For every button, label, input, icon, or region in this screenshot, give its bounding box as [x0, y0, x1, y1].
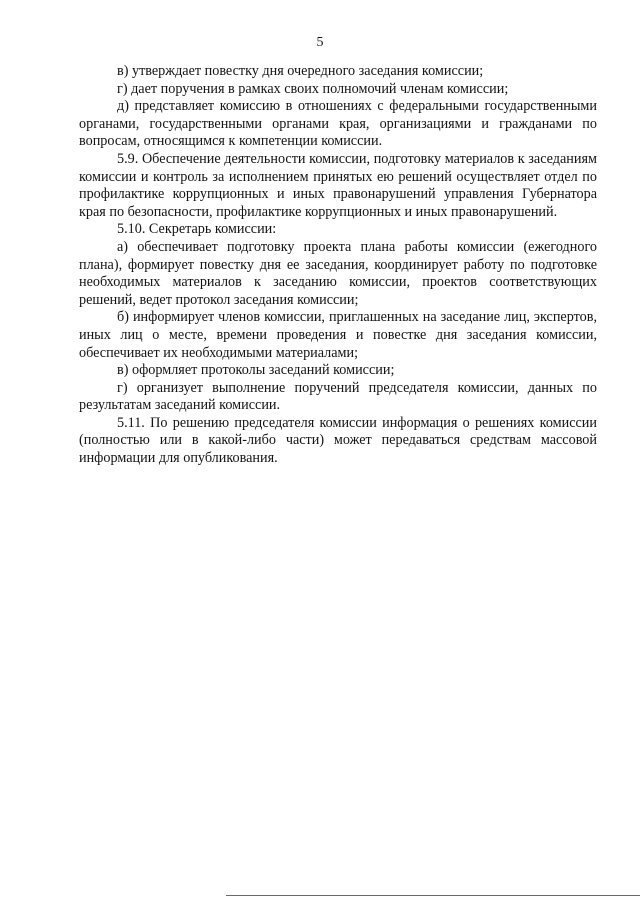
paragraph-5-10-item-a: а) обеспечивает подготовку проекта плана работы комиссии (ежегодного плана), формирует повестку дня ее заседания, координирует работу по подготовке необходимых материалов к заседанию комиссии, проектов соответствующих решений, ведет протокол заседания комиссии; [79, 238, 597, 308]
paragraph-item-g-instructions: г) дает поручения в рамках своих полномочий членам комиссии; [117, 80, 509, 97]
footer-divider [226, 895, 640, 896]
paragraph-5-10-item-g: г) организует выполнение поручений председателя комиссии, данных по результатам заседаний комиссии. [79, 379, 597, 414]
paragraph-item-d-representation: д) представляет комиссию в отношениях с федеральными государственными органами, государственными органами края, организациями и гражданами по вопросам, относящимся к компетенции комиссии. [79, 98, 597, 150]
paragraph-item-v-agenda: в) утверждает повестку дня очередного заседания комиссии; [117, 63, 484, 79]
page-number: 5 [316, 35, 324, 50]
paragraph-5-9: 5.9. Обеспечение деятельности комиссии, подготовку материалов к заседаниям комиссии и контроль за исполнением принятых ею решений осуществляет отдел по профилактике коррупционных и иных правонарушений управления Губернатора края по безопасности, профилактике коррупционных и иных правонарушений. [79, 150, 597, 220]
paragraph-5-10-item-b: б) информирует членов комиссии, приглашенных на заседание лиц, экспертов, иных лиц о месте, времени проведения и повестке дня заседания комиссии, обеспечивает их необходимыми материалами; [79, 309, 597, 361]
paragraph-5-10-heading: 5.10. Секретарь комиссии: [117, 221, 277, 238]
paragraph-5-11: 5.11. По решению председателя комиссии информация о решениях комиссии (полностью или в какой-либо части) может передаваться средствам массовой информации для опубликования. [79, 414, 597, 467]
paragraph-5-10-item-v: в) оформляет протоколы заседаний комиссии; [117, 362, 395, 379]
document-body [79, 63, 597, 468]
